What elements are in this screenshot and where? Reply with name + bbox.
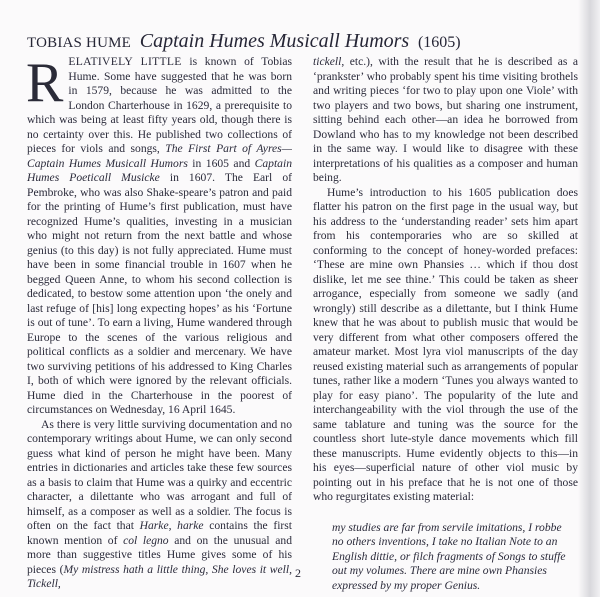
work-title: Captain Humes Musicall Humors [139,30,410,52]
text-run: contains the first known mention of [27,519,293,547]
text-run: As there is very little surviving documentation and no contemporary writings about Hume, we can only second guess what kind of person he might have been. Many entries in dictionaries and articles take these few sources as a basis to claim that Hume was a quirky and eccentric character, a dilettante who was arrogant and full of himself, as a composer as well as a soldier. The focus is often on the fact that [27,417,292,532]
right-column [313,55,578,593]
italic-title: The First Part of Ayres—Captain Humes Musicall Humors [27,142,292,170]
paragraph-3 [313,55,578,186]
italic-term: col legno [123,533,169,547]
text-run: and on the unusual and more than suggestive titles Hume gives some of his pieces ( [27,533,292,576]
italic-title: Captain Humes Poeticall Musicke [27,156,292,184]
italic-title: tickell [313,55,342,68]
block-quote: my studies are far from servile imitations, I robbe no others inventions, I take no Italian Note to an English dittie, or filch fragments of Songs to stuffe out my volumes. There are mine own Phansies expressed by my proper Genius. [332,520,566,592]
text-run: in 1605 and [187,156,255,170]
work-year: (1605) [417,34,461,51]
drop-cap: R [26,52,64,114]
text-run: is known of Tobias Hume. Some have suggested that he was born in 1579, because he was admitted to the London Charterhouse in 1629, a prerequisite to which was being at least fifty years old, though there is no certainty over this. He published two collections of pieces for viols and songs, [27,55,292,155]
paragraph-4: Hume’s introduction to his 1605 publication does flatter his patron on the first page in the usual way, but his address to the ‘understanding reader’ sets him apart from his contemporaries who are so skilled at conforming to the concept of honey-worded prefaces: ‘These are mine own Phansies … which if thou dost dislike, let me see thine.’ This could be taken as sheer arrogance, especially from someone we sadly (and wrongly) still describe as a dilettante, but I think Hume knew that he was about to publish music that would be very different from what other composers offered the amateur market. Most lyra viol manuscripts of the day reused existing material such as arrangements of popular tunes, rather like a modern ‘Tunes you always wanted to play for easy piano’. The popularity of the lute and interchangeability with the viol through the use of the same tablature and tuning was the source for the countless short lute-style dance movements which fill these manuscripts. Hume evidently objects to this—in his eyes—superficial nature of other viol music by pointing out in his preface that he is not one of those who regurgitates existing material: [313,185,578,503]
composer-name: TOBIAS HUME [27,35,132,51]
page-title [27,30,587,54]
lead-in: ELATIVELY LITTLE [68,55,182,68]
page-number: 2 [295,566,301,580]
paragraph-1 [26,52,292,418]
text-run: , etc.), with the result that he is described as a ‘prankster’ who probably spent his time visiting brothels and writing pieces ‘for two to play upon one Viole’ with two players and two bows, but sharing one instrument, sitting behind each other—an idea he borrowed from Dowland who has to my knowledge not been described in the same way. I would like to disagree with these interpretations of his qualities as a composer and human being. [313,55,578,184]
text-run: in 1607. The Earl of Pembroke, who was also Shake-speare’s patron and paid for the printing of Hume’s first publication, must have recognized Hume’s qualities, investing in a musician who might not return from the next battle and whose genius (to this day) is not fully appreciated. Hume must have been in some financial trouble in 1607 when he begged Queen Anne, to whom his second collection is dedicated, to bestow some attention upon ‘the onely and last refuge of [his] long expecting hopes’ as his ‘Fortune is out of tune’. To earn a living, Hume wandered through Europe to the scenes of the various religious and political conflicts as a soldier and mercenary. We have two surviving petitions of his addressed to King Charles I, both of which were ignored by the relevant officials. Hume died in the Charterhouse in the poorest of circumstances on Wednesday, 16 April 1645. [27,171,292,416]
page-edge-shadow [578,0,600,597]
left-column [26,52,293,592]
paragraph-2 [27,418,292,592]
italic-title: My mistress hath a little thing, She loves it well, Tickell, [27,562,292,590]
italic-title: Harke, harke [139,519,204,532]
